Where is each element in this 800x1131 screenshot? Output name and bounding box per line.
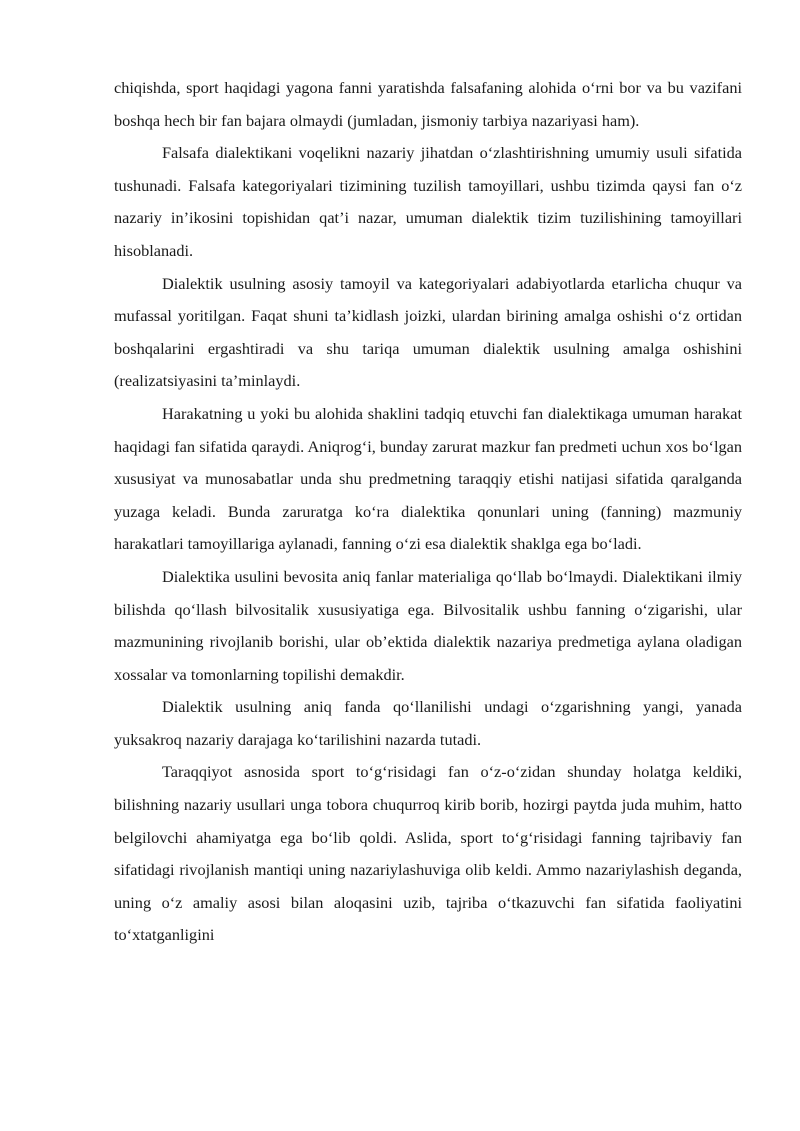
paragraph: Dialektik usulning aniq fanda qo‘llanilishi undagi o‘zgarishning yangi, yanada yuksakroq nazariy darajaga ko‘tarilishini nazarda tutadi. [114,697,742,749]
paragraph: Harakatning u yoki bu alohida shaklini tadqiq etuvchi fan dialektikaga umuman harakat haqidagi fan sifatida qaraydi. Aniqrog‘i, bunday zarurat mazkur fan predmeti uchun xos bo‘lgan xususiyat va munosabatlar unda shu predmetning taraqqiy etishi natijasi sifatida qaralganda yuzaga keladi. Bunda zaruratga ko‘ra dialektika qonunlari uning (fanning) mazmuniy harakatlari tamoyillariga aylanadi, fanning o‘zi esa dialektik shaklga ega bo‘ladi. [114,403,742,554]
document-page [114,72,742,952]
paragraph: chiqishda, sport haqidagi yagona fanni yaratishda falsafaning alohida o‘rni bor va bu vazifani boshqa hech bir fan bajara olmaydi (jumladan, jismoniy tarbiya nazariyasi ham). [114,78,742,130]
paragraph: Taraqqiyot asnosida sport to‘g‘risidagi fan o‘z-o‘zidan shunday holatga keldiki, bilishning nazariy usullari unga tobora chuqurroq kirib borib, hozirgi paytda juda muhim, hatto belgilovchi ahamiyatga ega bo‘lib qoldi. Aslida, sport to‘g‘risidagi fanning tajribaviy fan sifatidagi rivojlanish mantiqi uning nazariylashuviga olib keldi. Ammo nazariylashish deganda, uning o‘z amaliy asosi bilan aloqasini uzib, tajriba o‘tkazuvchi fan sifatida faoliyatini to‘xtatganligini [114,762,742,945]
paragraph: Falsafa dialektikani voqelikni nazariy jihatdan o‘zlashtirishning umumiy usuli sifatida tushunadi. Falsafa kategoriyalari tizimining tuzilish tamoyillari, ushbu tizimda qaysi fan o‘z nazariy in’ikosini topishidan qat’i nazar, umuman dialektik tizim tuzilishining tamoyillari hisoblanadi. [114,143,742,260]
paragraph: Dialektik usulning asosiy tamoyil va kategoriyalari adabiyotlarda etarlicha chuqur va mufassal yoritilgan. Faqat shuni ta’kidlash joizki, ulardan birining amalga oshishi o‘z ortidan boshqalarini ergashtiradi va shu tariqa umuman dialektik usulning amalga oshishini (realizatsiyasini ta’minlaydi. [114,273,742,391]
paragraph: Dialektika usulini bevosita aniq fanlar materialiga qo‘llab bo‘lmaydi. Dialektikani ilmiy bilishda qo‘llash bilvositalik xususiyatiga ega. Bilvositalik ushbu fanning o‘zigarishi, ular mazmunining rivojlanib borishi, ular ob’ektida dialektik nazariya predmetiga aylana oladigan xossalar va tomonlarning topilishi demakdir. [114,566,742,684]
